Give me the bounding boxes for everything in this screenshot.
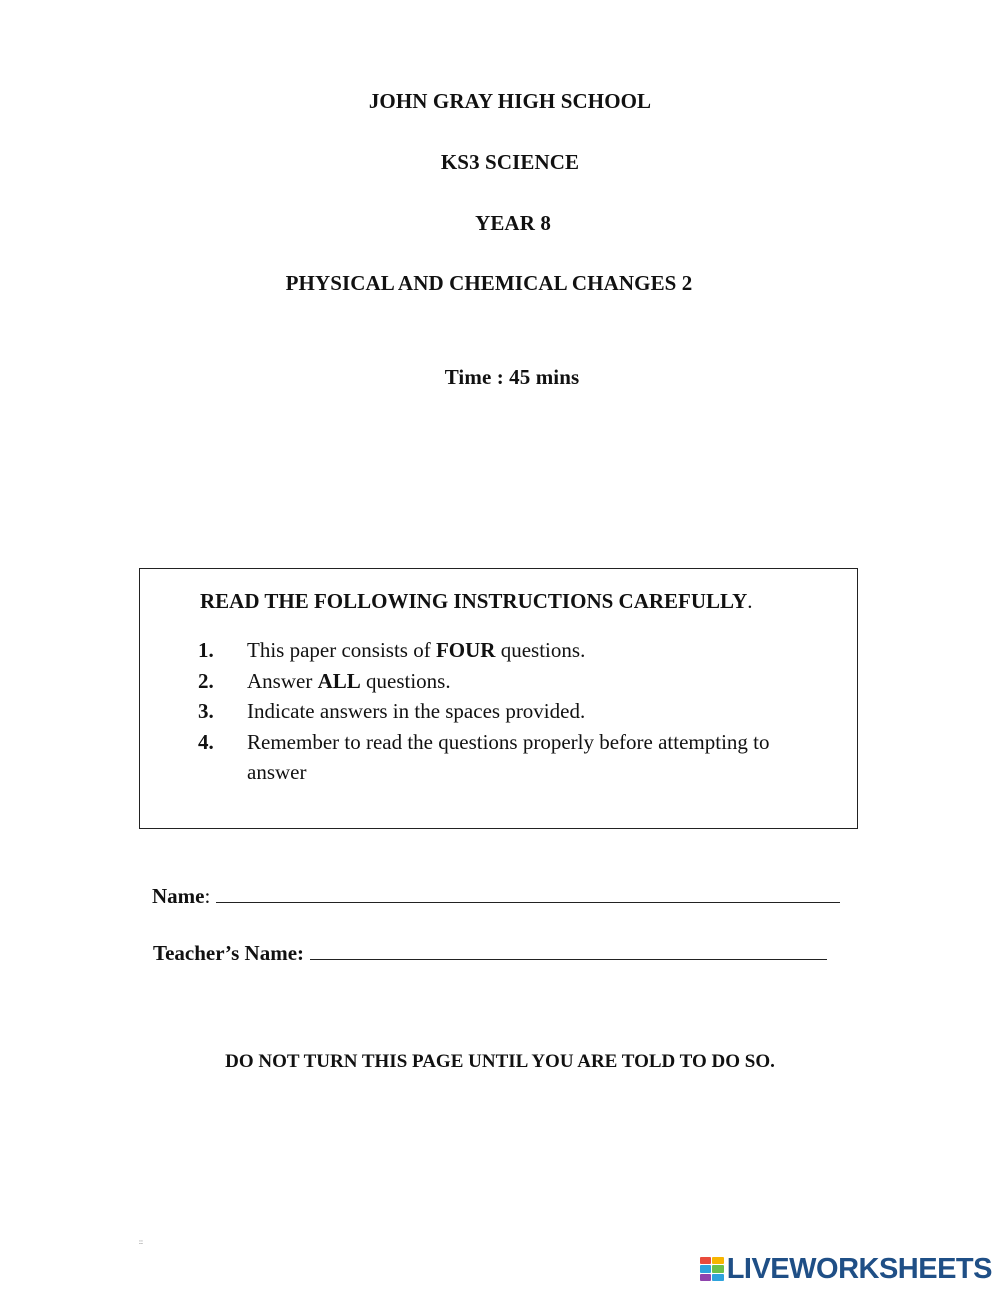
logo-tile <box>712 1265 724 1272</box>
teacher-name-input-line[interactable] <box>310 958 827 960</box>
instruction-number: 3. <box>198 699 214 723</box>
instruction-number: 4. <box>198 729 214 754</box>
page-mark: :: <box>139 1238 143 1246</box>
instruction-item <box>198 666 818 697</box>
instruction-text: Indicate answers in the spaces provided. <box>247 699 586 723</box>
subject-title: KS3 SCIENCE <box>440 150 580 174</box>
instructions-box <box>139 568 858 829</box>
instructions-list <box>198 635 818 788</box>
instruction-text-end: questions. <box>360 668 451 693</box>
logo-tile <box>712 1257 724 1264</box>
instruction-emphasis: FOUR <box>435 638 496 662</box>
instruction-text: This paper consists of <box>247 638 436 662</box>
logo-tile <box>700 1265 712 1272</box>
instruction-item <box>198 635 818 666</box>
school-name: JOHN GRAY HIGH SCHOOL <box>368 89 652 113</box>
paper-topic: PHYSICAL AND CHEMICAL CHANGES 2 <box>285 271 693 295</box>
instruction-emphasis: ALL <box>317 668 361 693</box>
liveworksheets-icon <box>700 1257 724 1281</box>
name-label: Name <box>152 884 205 908</box>
instructions-title <box>200 589 753 614</box>
instruction-item <box>198 696 818 727</box>
name-colon: : <box>204 884 211 908</box>
instruction-text: Remember to read the questions properly before attempting to answer <box>247 729 770 784</box>
logo-tile <box>700 1274 712 1281</box>
instruction-text: Answer <box>247 668 318 693</box>
do-not-turn-notice: DO NOT TURN THIS PAGE UNTIL YOU ARE TOLD TO DO SO. <box>225 1051 775 1072</box>
logo-tile <box>700 1257 712 1264</box>
instruction-text-end: questions. <box>495 638 586 662</box>
name-field <box>152 884 840 909</box>
logo-tile <box>712 1274 724 1281</box>
name-input-line[interactable] <box>216 901 840 903</box>
liveworksheets-wordmark: LIVEWORKSHEETS <box>726 1252 992 1285</box>
instructions-title-text: READ THE FOLLOWING INSTRUCTIONS CAREFULLY <box>200 589 748 613</box>
time-allowed: Time : 45 mins <box>444 365 580 389</box>
teacher-name-field <box>153 941 827 966</box>
instruction-number: 2. <box>198 668 214 693</box>
year-level: YEAR 8 <box>475 211 551 235</box>
liveworksheets-logo[interactable] <box>700 1253 992 1285</box>
instructions-title-period: . <box>747 589 753 613</box>
teacher-name-label: Teacher’s Name: <box>153 941 305 965</box>
instruction-item <box>198 727 818 788</box>
instruction-number: 1. <box>198 638 214 662</box>
